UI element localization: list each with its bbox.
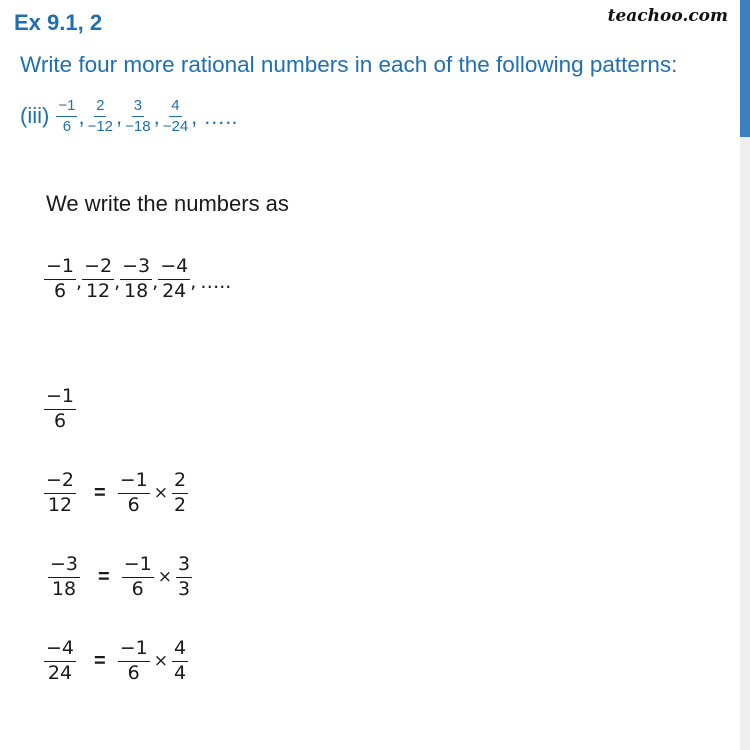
- lhs-fraction: [48, 554, 80, 601]
- multiplier-fraction: [176, 554, 192, 601]
- numerator: −4: [158, 256, 190, 280]
- numerator: −4: [44, 638, 76, 662]
- exercise-title: Ex 9.1, 2: [14, 10, 103, 35]
- times-sign: ×: [153, 483, 168, 504]
- rewritten-fraction: [44, 256, 76, 303]
- question-text: Write four more rational numbers in each of the following patterns:: [20, 52, 678, 77]
- times-sign: ×: [153, 651, 168, 672]
- denominator: 6: [53, 279, 67, 302]
- numerator: −1: [122, 554, 154, 578]
- step-row: [44, 470, 188, 517]
- numerator: 4: [169, 97, 181, 116]
- pattern-ellipsis: …..: [203, 104, 238, 129]
- denominator: 6: [127, 493, 140, 516]
- scrollbar-thumb[interactable]: [740, 0, 750, 137]
- comma: ,: [76, 270, 83, 293]
- numerator: −1: [44, 256, 76, 280]
- equals-sign: =: [94, 481, 106, 504]
- numerator: 3: [176, 554, 192, 578]
- numerator: −2: [44, 470, 76, 494]
- solution-intro: We write the numbers as: [46, 191, 289, 216]
- rewritten-fraction: [158, 256, 190, 303]
- numerator: −1: [56, 97, 77, 116]
- numerator: −3: [48, 554, 80, 578]
- pattern-fraction: [56, 97, 77, 135]
- numerator: 4: [172, 638, 188, 662]
- numerator: −2: [82, 256, 114, 280]
- base-fraction: [122, 554, 154, 601]
- numerator: 2: [94, 97, 106, 116]
- numerator: 3: [132, 97, 144, 116]
- denominator: −24: [162, 117, 189, 135]
- denominator: 18: [124, 279, 149, 302]
- pattern-fraction: [161, 97, 190, 135]
- base-fraction: [118, 470, 150, 517]
- teachoo-logo: teachoo.com: [607, 6, 728, 26]
- multiplier-fraction: [172, 470, 188, 517]
- comma: ,: [190, 270, 197, 293]
- denominator: 3: [177, 577, 191, 600]
- rewritten-pattern: [44, 256, 231, 303]
- comma: ,: [114, 270, 121, 293]
- denominator: 4: [173, 661, 187, 684]
- lhs-fraction: [44, 470, 76, 517]
- pattern-fraction: [123, 97, 152, 135]
- rewritten-fraction: [120, 256, 152, 303]
- rewritten-ellipsis: …..: [200, 270, 232, 293]
- denominator: 6: [127, 661, 140, 684]
- first-term: [44, 386, 76, 433]
- numerator: −1: [118, 638, 150, 662]
- times-sign: ×: [157, 567, 172, 588]
- lhs-fraction: [44, 638, 76, 685]
- multiplier-fraction: [172, 638, 188, 685]
- numerator: 2: [172, 470, 188, 494]
- denominator: 18: [51, 577, 77, 600]
- comma: ,: [191, 104, 198, 129]
- base-fraction: [118, 638, 150, 685]
- first-fraction: [44, 386, 76, 433]
- rewritten-fraction: [82, 256, 114, 303]
- part-label: (iii): [20, 103, 50, 128]
- denominator: 6: [131, 577, 144, 600]
- numerator: −3: [120, 256, 152, 280]
- denominator: 12: [47, 493, 73, 516]
- denominator: 6: [62, 117, 72, 135]
- equals-sign: =: [98, 565, 110, 588]
- denominator: 12: [85, 279, 111, 302]
- question-pattern: [20, 88, 238, 144]
- step-row: [48, 554, 192, 601]
- comma: ,: [116, 104, 123, 129]
- denominator: 6: [53, 409, 67, 432]
- denominator: 24: [162, 279, 187, 302]
- numerator: −1: [118, 470, 150, 494]
- comma: ,: [152, 270, 159, 293]
- numerator: −1: [44, 386, 76, 410]
- step-row: [44, 638, 188, 685]
- denominator: −12: [87, 117, 114, 135]
- pattern-fraction: [86, 97, 115, 135]
- equals-sign: =: [94, 649, 106, 672]
- denominator: −18: [125, 117, 151, 135]
- denominator: 2: [173, 493, 187, 516]
- denominator: 24: [47, 661, 73, 684]
- comma: ,: [78, 104, 85, 129]
- comma: ,: [153, 104, 160, 129]
